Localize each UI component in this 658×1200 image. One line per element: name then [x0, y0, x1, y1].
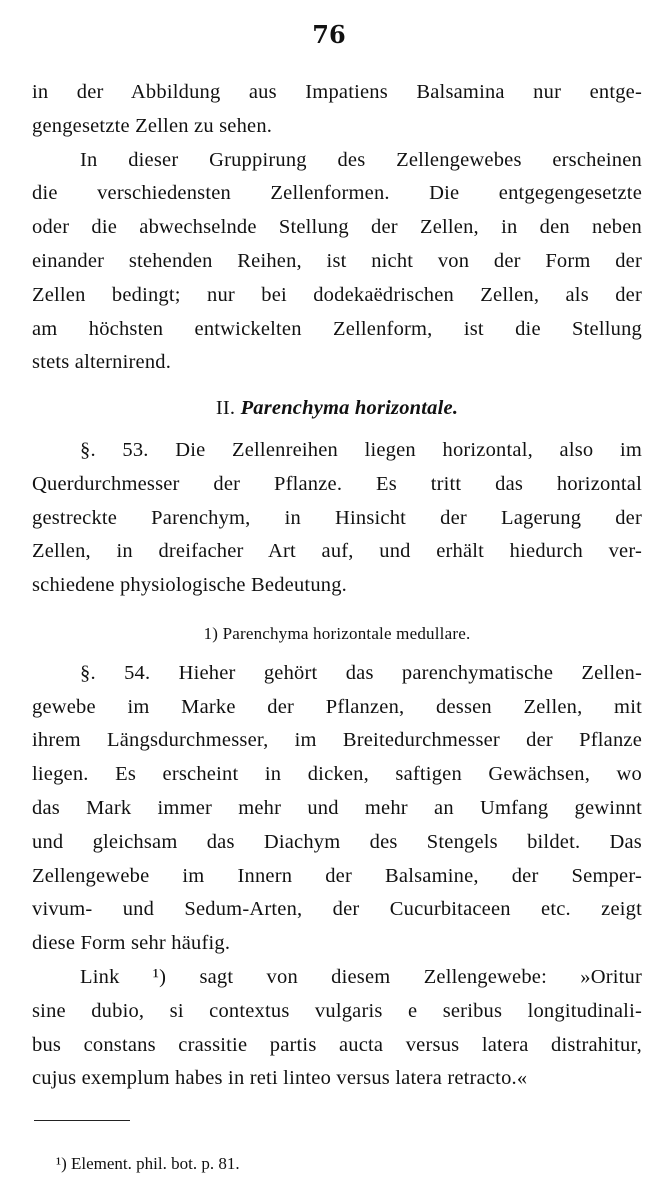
text-line: oder die abwechselnde Stellung der Zellen, in den neben [32, 216, 642, 239]
text-line: vivum- und Sedum-Arten, der Cucurbitaceen etc. zeigt [32, 898, 642, 921]
section-numeral: II. [215, 397, 236, 420]
page-number: 76 [312, 20, 346, 49]
text-line: Querdurchmesser der Pflanze. Es tritt das horizontal [32, 472, 642, 495]
section-title: Parenchyma horizontale. [240, 397, 459, 420]
text-line: schiedene physiologische Bedeutung. [32, 574, 348, 597]
paragraph-1 [32, 76, 642, 144]
text-line: sine dubio, si contextus vulgaris e seribus longitudinali- [32, 999, 642, 1022]
text-line: liegen. Es erscheint in dicken, saftigen Gewächsen, wo [32, 763, 642, 786]
text-line: und gleichsam das Diachym des Stengels bildet. Das [32, 830, 642, 853]
footnote: ¹) Element. phil. bot. p. 81. [56, 1154, 240, 1173]
text-line: §. 53. Die Zellenreihen liegen horizontal, also im [80, 438, 642, 461]
text-line: gestreckte Parenchym, in Hinsicht der Lagerung der [32, 506, 642, 529]
text-line: §. 54. Hieher gehört das parenchymatische Zellen- [80, 661, 642, 684]
text-line: gengesetzte Zellen zu sehen. [32, 114, 273, 137]
subsection-heading: 1) Parenchyma horizontale medullare. [203, 623, 471, 643]
text-line: cujus exemplum habes in reti linteo versus latera retracto.« [32, 1067, 528, 1090]
section-heading [32, 392, 642, 426]
footnote-divider [34, 1120, 130, 1121]
body-text [32, 76, 642, 1096]
text-line: Link ¹) sagt von diesem Zellengewebe: »Oritur [80, 965, 642, 988]
text-line: diese Form sehr häufig. [32, 932, 231, 955]
text-line: stets alternirend. [32, 351, 172, 374]
text-line: Zellen bedingt; nur bei dodekaëdrischen Zellen, als der [32, 283, 642, 306]
text-line: gewebe im Marke der Pflanzen, dessen Zellen, mit [32, 695, 642, 718]
paragraph-4 [32, 657, 642, 961]
text-line: Zellen, in dreifacher Art auf, und erhält hiedurch ver- [32, 540, 642, 563]
text-line: ihrem Längsdurchmesser, im Breitedurchmesser der Pflanze [32, 729, 642, 752]
text-line: einander stehenden Reihen, ist nicht von der Form der [32, 249, 642, 272]
paragraph-3 [32, 434, 642, 603]
text-line: Zellengewebe im Innern der Balsamine, der Semper- [32, 864, 642, 887]
text-line: bus constans crassitie partis aucta versus latera distrahitur, [32, 1033, 642, 1056]
text-line: die verschiedensten Zellenformen. Die entgegengesetzte [32, 182, 642, 205]
paragraph-5 [32, 961, 642, 1096]
text-line: das Mark immer mehr und mehr an Umfang gewinnt [32, 796, 642, 819]
text-line: am höchsten entwickelten Zellenform, ist die Stellung [32, 317, 642, 340]
text-line: In dieser Gruppirung des Zellengewebes erscheinen [80, 148, 642, 171]
text-line: in der Abbildung aus Impatiens Balsamina nur entge- [32, 81, 642, 103]
paragraph-2 [32, 144, 642, 381]
